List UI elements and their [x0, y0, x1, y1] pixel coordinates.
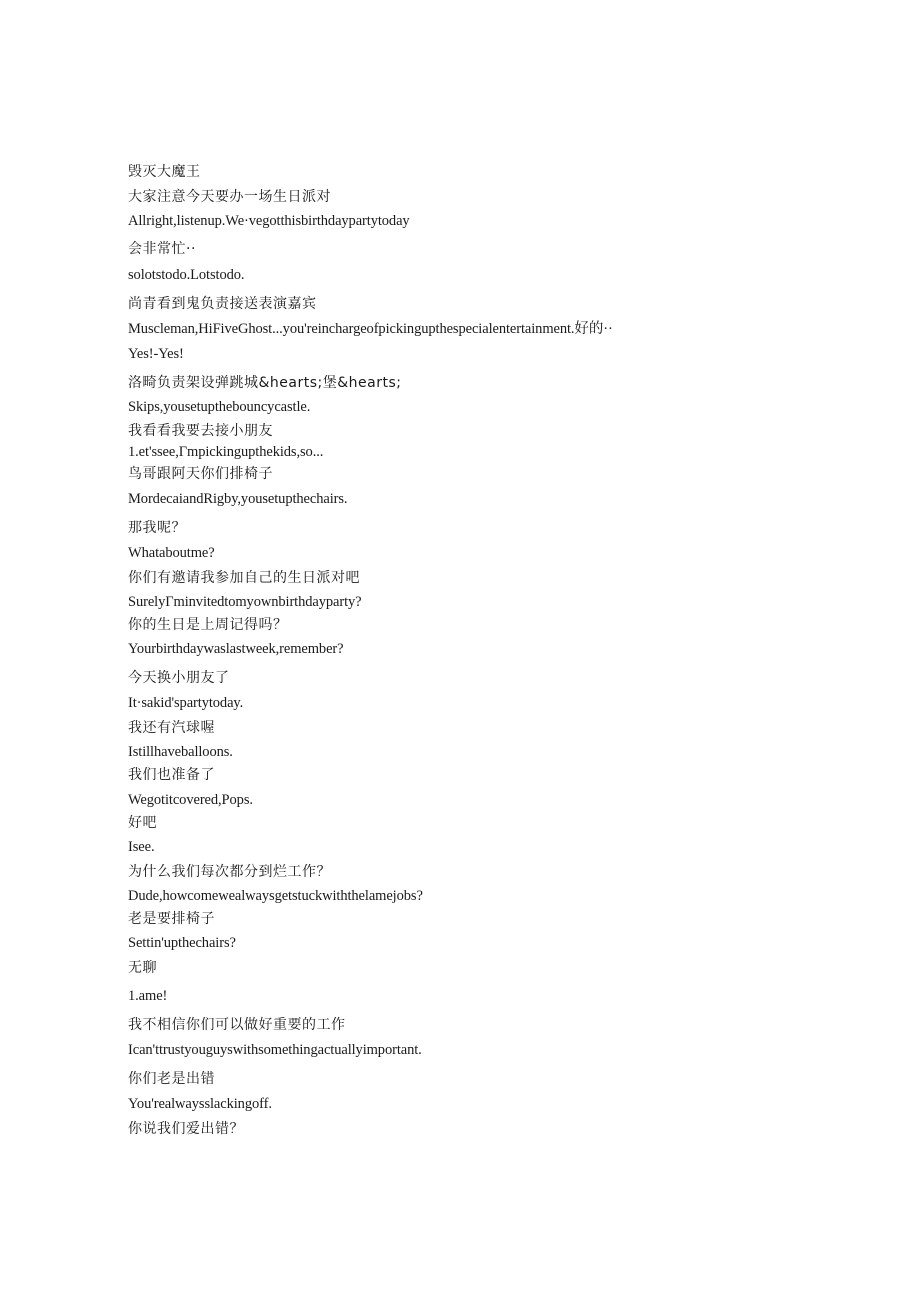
- subtitle-line-en: Ican'ttrustyouguyswithsomethingactuallyimportant.: [128, 1042, 422, 1058]
- subtitle-line-en: Istillhaveballoons.: [128, 744, 233, 760]
- subtitle-line-en: 1.ame!: [128, 988, 168, 1004]
- subtitle-line-en: Skips,yousetupthebouncycastle.: [128, 399, 311, 415]
- subtitle-line-en: It·sakid'spartytoday.: [128, 695, 244, 711]
- subtitle-line-zh: 你们老是出错: [128, 1071, 215, 1087]
- subtitle-line-en: solotstodo.Lotstodo.: [128, 267, 245, 283]
- subtitle-line-en: Dude,howcomewealwaysgetstuckwiththelamejobs?: [128, 888, 423, 904]
- subtitle-line-en: You'realwaysslackingoff.: [128, 1096, 272, 1112]
- subtitle-line-zh: 好吧: [128, 815, 157, 831]
- subtitle-line-zh: 今天换小朋友了: [128, 670, 230, 686]
- subtitle-line-zh: 鸟哥跟阿天你们排椅子: [128, 466, 273, 482]
- subtitle-line-en: MordecaiandRigby,yousetupthechairs.: [128, 491, 348, 507]
- subtitle-line-zh: 你们有邀请我参加自己的生日派对吧: [128, 570, 360, 586]
- subtitle-line-en: Isee.: [128, 839, 155, 855]
- subtitle-line-zh: 我看看我要去接小朋友: [128, 423, 273, 439]
- subtitle-line-zh: 大家注意今天要办一场生日派对: [128, 189, 331, 205]
- subtitle-line-en: Whataboutme?: [128, 545, 215, 561]
- subtitle-line-en: Yes!-Yes!: [128, 346, 184, 362]
- subtitle-line-zh: 我不相信你们可以做好重要的工作: [128, 1017, 346, 1033]
- subtitle-line-zh: 为什么我们每次都分到烂工作？: [128, 864, 331, 880]
- subtitle-line-zh: 老是要排椅子: [128, 911, 215, 927]
- subtitle-line-zh: 会非常忙··: [128, 241, 196, 257]
- subtitle-line-zh: 无聊: [128, 960, 157, 976]
- subtitle-line-zh: 你的生日是上周记得吗？: [128, 617, 288, 633]
- subtitle-line-zh: 那我呢？: [128, 520, 186, 536]
- subtitle-line-zh: 我还有汽球喔: [128, 720, 215, 736]
- subtitle-line-zh: 洛畸负责架设弹跳城&hearts;堡&hearts;: [128, 375, 402, 391]
- subtitle-line-en: Settin'upthechairs?: [128, 935, 236, 951]
- subtitle-line-en: Muscleman,HiFiveGhost...you'reinchargeofpickingupthespecialentertainment.好的··: [128, 321, 613, 337]
- subtitle-line-zh: 尚青看到鬼负责接送表演嘉宾: [128, 296, 317, 312]
- subtitle-line-en: 1.et'ssee,Γmpickingupthekids,so...: [128, 444, 324, 460]
- subtitle-line-zh: 我们也准备了: [128, 767, 215, 783]
- document-title: 毁灭大魔王: [128, 164, 201, 180]
- subtitle-line-en: SurelyΓminvitedtomyownbirthdayparty?: [128, 594, 362, 610]
- subtitle-line-en: Yourbirthdaywaslastweek,remember?: [128, 641, 344, 657]
- subtitle-line-en: Wegotitcovered,Pops.: [128, 792, 253, 808]
- subtitle-line-en: Allright,listenup.We·vegotthisbirthdaypartytoday: [128, 213, 410, 229]
- subtitle-line-zh: 你说我们爱出错？: [128, 1121, 244, 1137]
